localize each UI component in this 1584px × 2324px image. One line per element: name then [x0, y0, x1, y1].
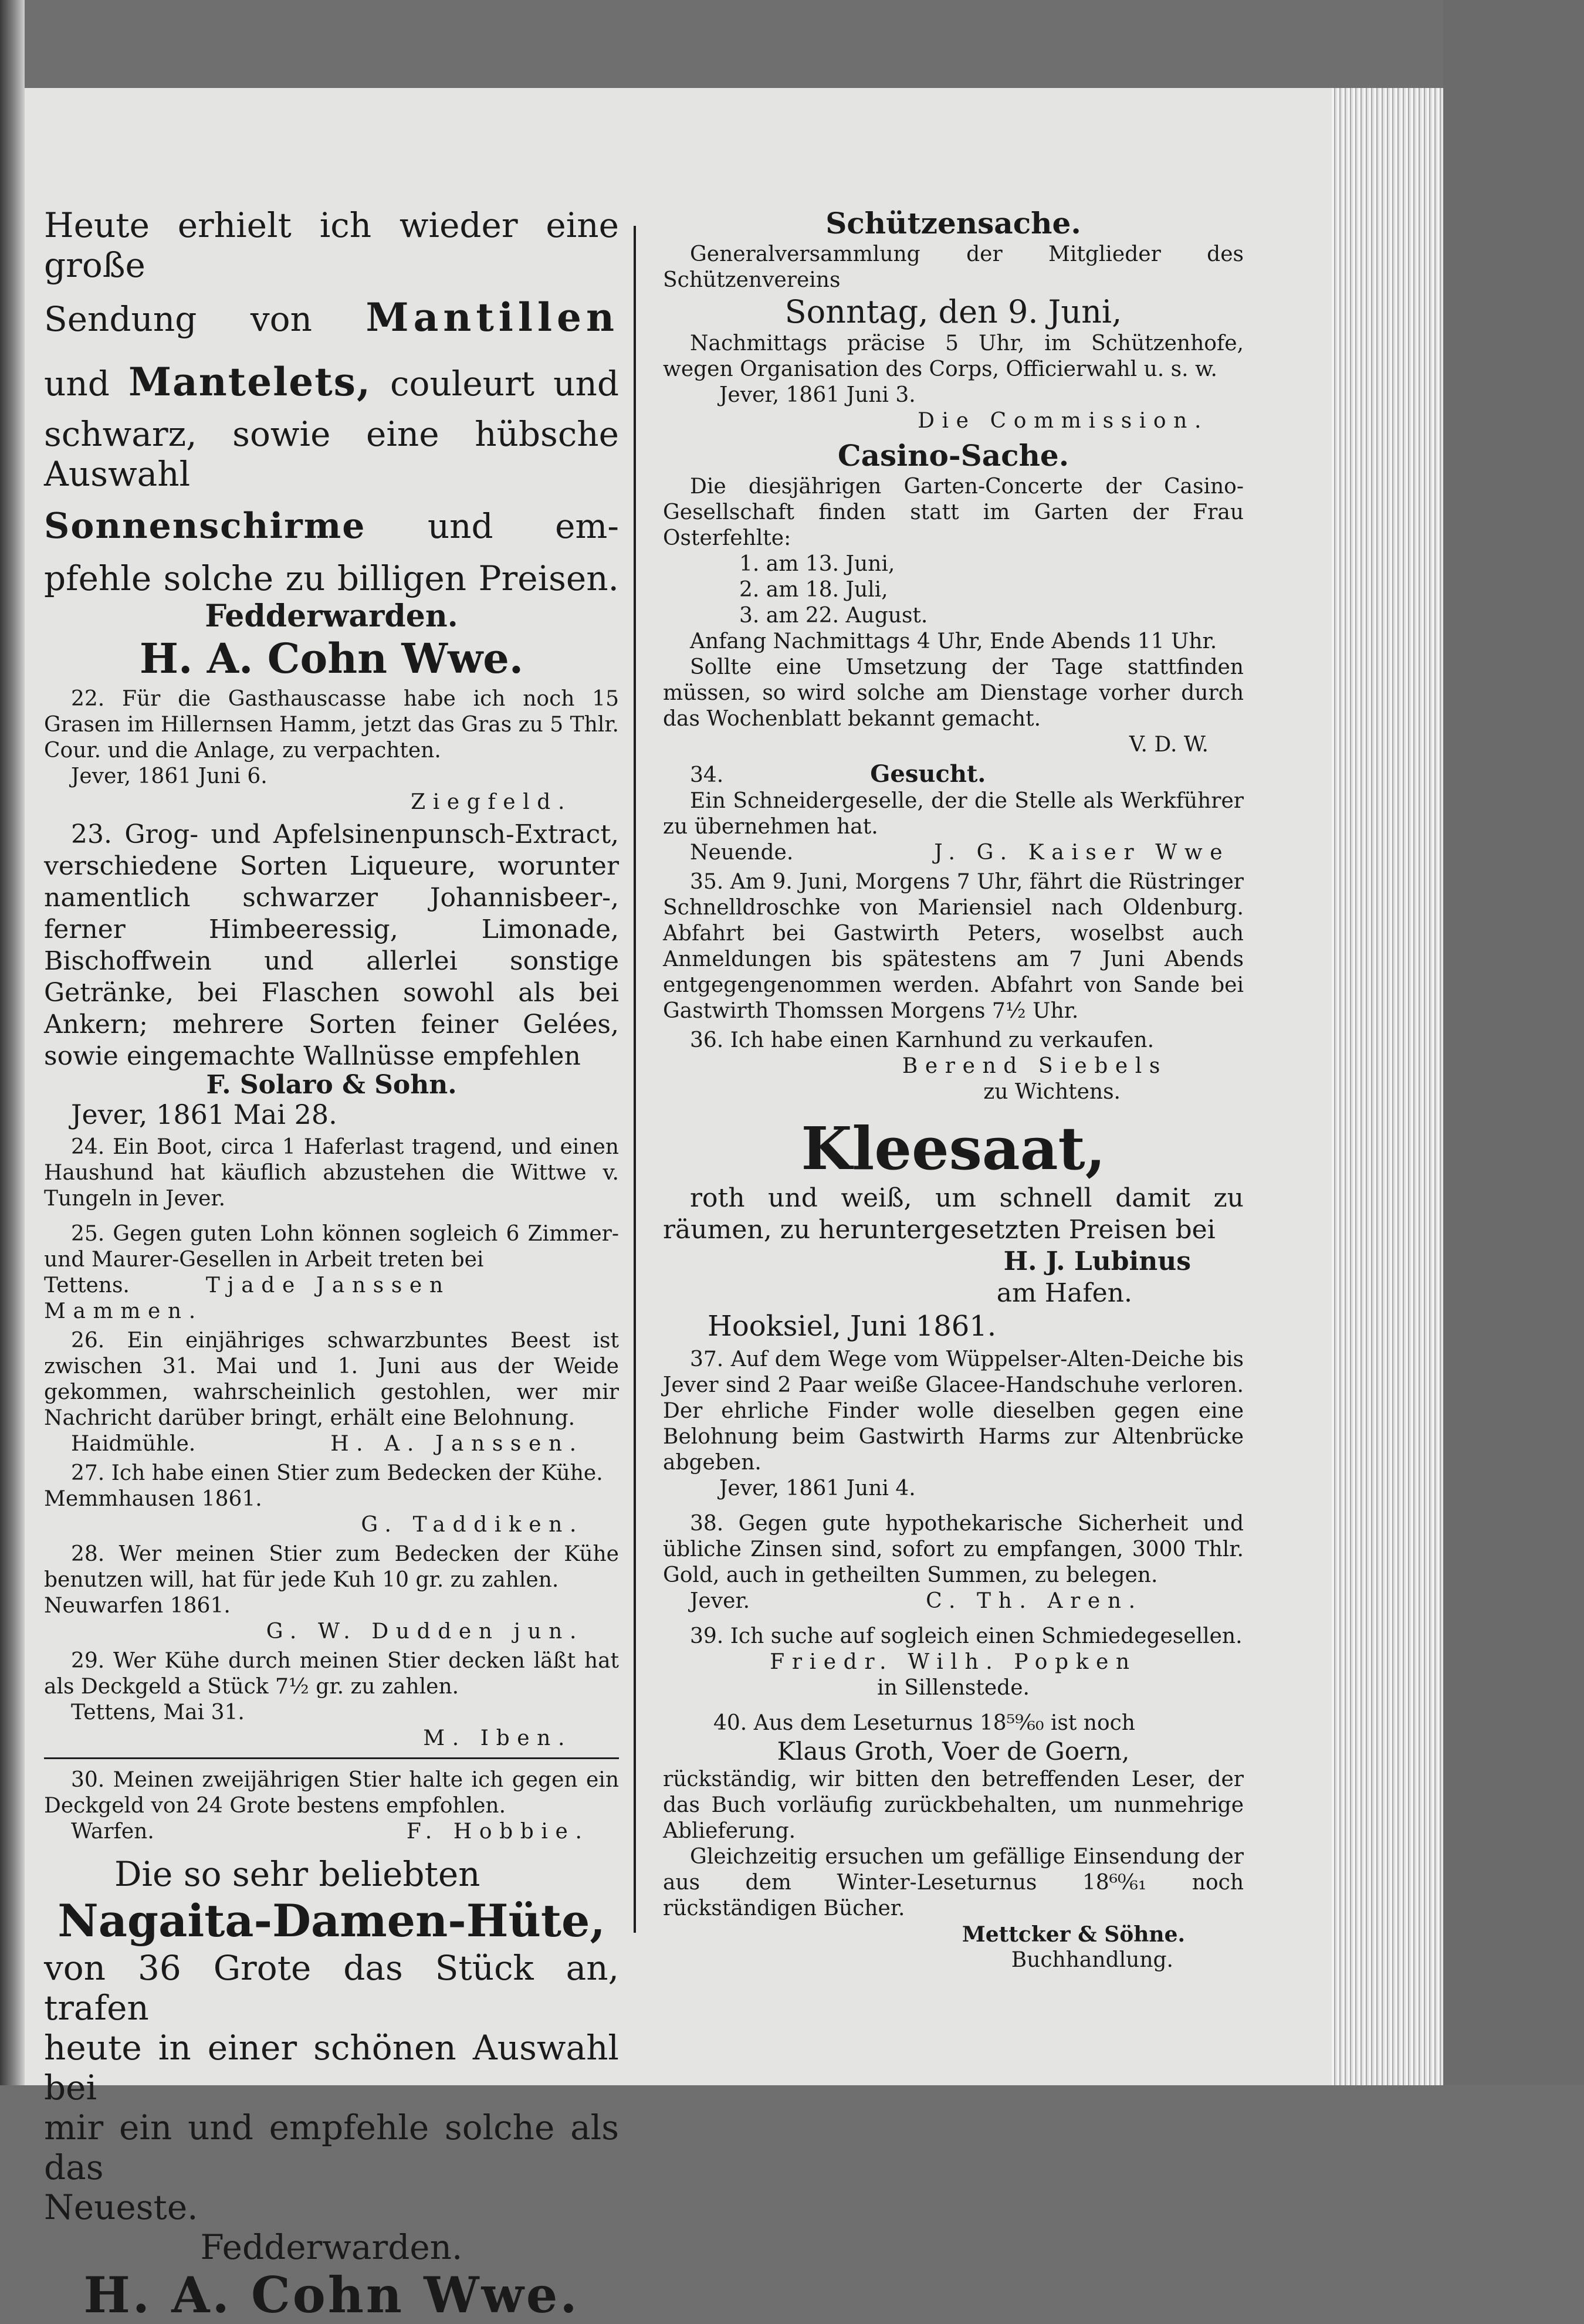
firm-cohn-large: H. A. Cohn Wwe. — [83, 2266, 580, 2324]
right-column — [663, 205, 1244, 1973]
notice-casino: Casino-Sache. Die diesjährigen Garten-Concerte der Casino-Gesellschaft finden statt im Garten der Frau Osterfehlte: 1. am 13. Juni, 2. am 18. Juli, 3. am 22. August. Anfang Nachmittags 4 Uhr, Ende Abends 11 Uhr. Sollte eine Umsetzung der Tage stattfinden müssen, so wird solche am Dienstage vorher durch das Wochenblatt bekannt gemacht. V. D. W. — [663, 438, 1244, 757]
notice-23: 23. Grog- und Apfelsinenpunsch-Extract, verschiedene Sorten Liqueure, worunter namentlich schwarzer Johannisbeer-, ferner Himbeeressig, Limonade, Bischoffwein und allerlei sonstige Getränke, bei Flaschen sowohl als bei Ankern; mehrere Sorten feiner Gelées, sowie eingemachte Wallnüsse empfehlen F. Solaro & Sohn. Jever, 1861 Mai 28. — [44, 819, 619, 1130]
notice-30: 30. Meinen zweijährigen Stier halte ich gegen ein Deckgeld von 24 Grote bestens empfohlen. Warfen. F. Hobbie. — [44, 1768, 619, 1844]
notice-26: 26. Ein einjähriges schwarzbuntes Beest ist zwischen 31. Mai und 1. Juni aus der Weide gekommen, wahrscheinlich gestohlen, wer mir Nachricht darüber bringt, erhält eine Belohnung. Haidmühle. H. A. Janssen. — [44, 1329, 619, 1456]
notice-40: 40. Aus dem Leseturnus 18⁵⁹⁄₆₀ ist noch Klaus Groth, Voer de Goern, rückständig, wir bitten den betreffenden Leser, der das Buch vorläufig zurückbehalten, um nunmehrige Ablieferung. Gleichzeitig ersuchen um gefällige Einsendung der aus dem Winter-Leseturnus 18⁶⁰⁄₆₁ noch rückständigen Bücher. Mettcker & Söhne. Buchhandlung. — [663, 1711, 1244, 1972]
list-item: 1. am 13. Juni, — [739, 552, 895, 576]
notice-29: 29. Wer Kühe durch meinen Stier decken läßt hat als Deckgeld a Stück 7½ gr. zu zahlen. Tettens, Mai 31. M. Iben. — [44, 1649, 619, 1750]
notice-22: 22. Für die Gasthauscasse habe ich noch 15 Grasen im Hillernsen Hamm, jetzt das Gras zu 5 Thlr. Cour. und die Anlage, zu verpachten. Jever, 1861 Juni 6. Ziegfeld. — [44, 687, 619, 814]
book-gutter — [0, 0, 25, 2085]
ad-kleesaat: Kleesaat, roth und weiß, um schnell damit zu räumen, zu heruntergesetzten Preisen bei H. J. Lubinus am Hafen. Hooksiel, Juni 1861. — [663, 1114, 1244, 1343]
notice-34: 34. Gesucht. Ein Schneidergeselle, der die Stelle als Werkführer zu übernehmen hat. Neuende. J. G. Kaiser Wwe — [663, 760, 1244, 865]
notice-37: 37. Auf dem Wege vom Wüppelser-Alten-Deiche bis Jever sind 2 Paar weiße Glacee-Handschuhe verloren. Der ehrliche Finder wolle dieselben gegen eine Belohnung beim Gastwirth Harms zur Altenbrücke abgeben. Jever, 1861 Juni 4. — [663, 1347, 1244, 1500]
firm-cohn: H. A. Cohn Wwe. — [139, 634, 524, 683]
list-item: 3. am 22. August. — [739, 604, 928, 628]
notice-39: 39. Ich suche auf sogleich einen Schmiedegesellen. Friedr. Wilh. Popken in Sillenstede. — [690, 1624, 1243, 1700]
notice-36: 36. Ich habe einen Karnhund zu verkaufen. Berend Siebels zu Wichtens. — [690, 1028, 1167, 1104]
notice-25: 25. Gegen guten Lohn können sogleich 6 Zimmer- und Maurer-Gesellen in Arbeit treten bei Tettens. Tjade Janssen Mammen. — [44, 1222, 619, 1323]
ad-nagaita: Die so sehr beliebten Nagaita-Damen-Hüte, von 36 Grote das Stück an, trafen heute in einer schönen Auswahl bei mir ein und empfehle solche als das Neueste. Fedderwarden. H. A. Cohn Wwe. — [44, 1854, 619, 2324]
book-cover — [1443, 0, 1584, 2085]
separator-line — [44, 1757, 619, 1759]
ad-mantillen: Heute erhielt ich wieder eine große Sendung von Mantillen und Mantelets, couleurt und schwarz, sowie eine hübsche Auswahl Sonnenschirme und em- pfehle solche zu billigen Preisen. Fedderwarden. H. A. Cohn Wwe. — [44, 205, 620, 683]
list-item: 2. am 18. Juli, — [739, 578, 888, 602]
notice-35: 35. Am 9. Juni, Morgens 7 Uhr, fährt die Rüstringer Schnelldroschke von Mariensiel nach Oldenburg. Abfahrt bei Gastwirth Peters, woselbst auch Anmeldungen bis spätestens am 7 Juni Abends entgegengenommen werden. Abfahrt von Sande bei Gastwirth Thomssen Morgens 7½ Uhr. — [663, 870, 1244, 1023]
concert-dates — [663, 551, 1244, 629]
notice-38: 38. Gegen gute hypothekarische Sicherheit und übliche Zinsen sind, sofort zu empfangen, 3000 Thlr. Gold, auch in getheilten Summen, zu belegen. Jever. C. Th. Aren. — [663, 1512, 1244, 1613]
notice-24: 24. Ein Boot, circa 1 Haferlast tragend, und einen Haushund hat käuflich abzustehen die Wittwe v. Tungeln in Jever. — [44, 1135, 619, 1211]
page-edges — [1332, 88, 1443, 2085]
left-column — [44, 205, 619, 2323]
notice-28: 28. Wer meinen Stier zum Bedecken der Kühe benutzen will, hat für jede Kuh 10 gr. zu zahlen. Neuwarfen 1861. G. W. Dudden jun. — [44, 1542, 619, 1644]
column-rule — [634, 226, 636, 1933]
notice-schuetzensache: Schützensache. Generalversammlung der Mitglieder des Schützenvereins Sonntag, den 9. Juni, Nachmittags präcise 5 Uhr, im Schützenhofe, wegen Organisation des Corps, Officierwahl u. s. w. Jever, 1861 Juni 3. Die Commission. — [663, 206, 1244, 433]
notice-27: 27. Ich habe einen Stier zum Bedecken der Kühe. Memmhausen 1861. G. Taddiken. — [44, 1461, 603, 1537]
